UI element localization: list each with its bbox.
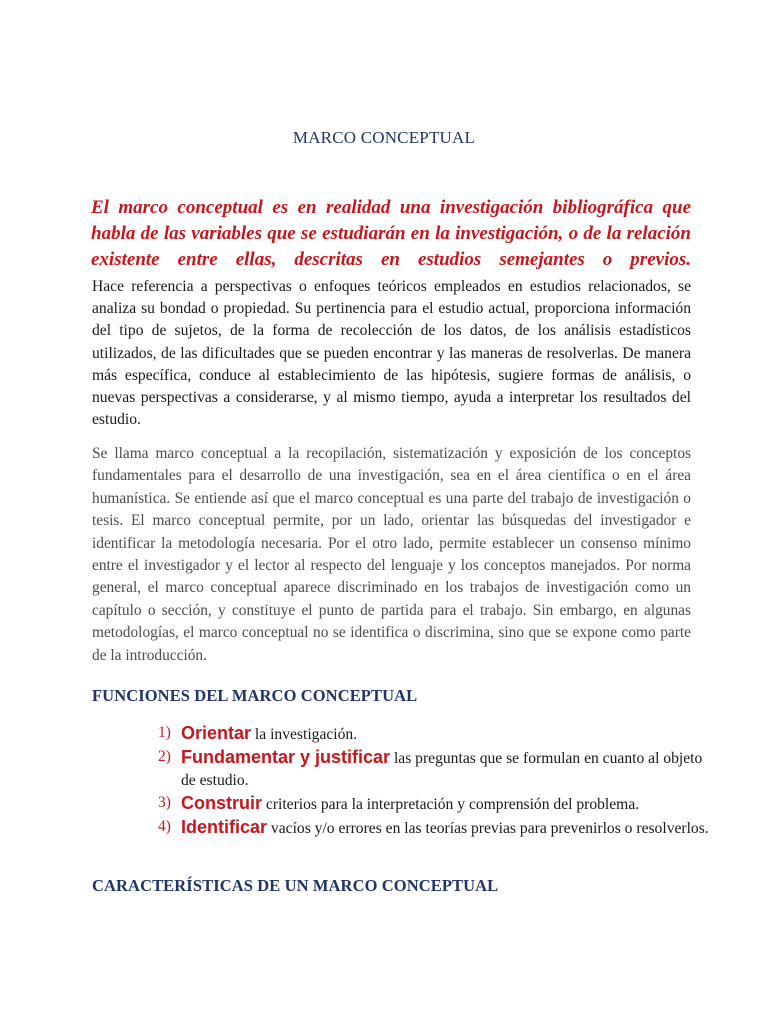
- body-paragraph-1: Hace referencia a perspectivas o enfoques teóricos empleados en estudios relacionados, se analiza su bondad o propiedad. Su pertinencia para el estudio actual, proporciona información del tipo de sujetos, de la forma de recolección de los datos, de los análisis estadísticos utilizados, de las dificultades que se pueden encontrar y las maneras de resolverlas. De manera más específica, conduce al establecimiento de las hipótesis, sugiere formas de análisis, o nuevas perspectivas a considerarse, y al mismo tiempo, ayuda a interpretar los resultados del estudio.: [92, 278, 691, 429]
- lead-paragraph: El marco conceptual es en realidad una investigación bibliográfica que habla de las variables que se estudiarán en la investigación, o de la relación existente entre ellas, descritas en estudios semejantes o previos.: [91, 197, 691, 270]
- list-item: [150, 746, 710, 792]
- section-heading-caracteristicas: CARACTERÍSTICAS DE UN MARCO CONCEPTUAL: [92, 876, 499, 895]
- section-heading-funciones: FUNCIONES DEL MARCO CONCEPTUAL: [92, 686, 418, 705]
- list-keyword: Identificar: [181, 817, 268, 837]
- list-number: 4): [158, 818, 171, 835]
- list-item: [150, 792, 710, 816]
- list-keyword: Orientar: [181, 723, 252, 743]
- list-number: 1): [158, 724, 171, 741]
- body-paragraph-2: Se llama marco conceptual a la recopilación, sistematización y exposición de los conceptos fundamentales para el desarrollo de una investigación, sea en el área científica o en el área humanística. Se entiende así que el marco conceptual es una parte del trabajo de investigación o tesis. El marco conceptual permite, por un lado, orientar las búsquedas del investigador e identificar la metodología necesaria. Por el otro lado, permite establecer un consenso mínimo entre el investigador y el lector al respecto del lenguaje y los conceptos manejados. Por norma general, el marco conceptual aparece discriminado en los trabajos de investigación como un capítulo o sección, y constituye el punto de partida para el trabajo. Sin embargo, en algunas metodologías, el marco conceptual no se identifica o discrimina, sino que se expone como parte de la introducción.: [92, 445, 691, 664]
- page-title: MARCO CONCEPTUAL: [292, 128, 476, 147]
- list-text: vacíos y/o errores en las teorías previas para prevenirlos o resolverlos.: [267, 820, 709, 837]
- list-text: la investigación.: [251, 726, 358, 743]
- list-text: criterios para la interpretación y comprensión del problema.: [262, 796, 640, 813]
- list-number: 2): [158, 748, 171, 765]
- list-keyword: Construir: [181, 793, 262, 813]
- list-item: [150, 722, 710, 746]
- functions-list: [150, 722, 710, 840]
- list-item: [150, 816, 710, 840]
- list-number: 3): [158, 794, 171, 811]
- list-keyword: Fundamentar y justificar: [181, 747, 391, 767]
- list-text: las preguntas que se formulan en cuanto al objeto de estudio.: [181, 750, 703, 789]
